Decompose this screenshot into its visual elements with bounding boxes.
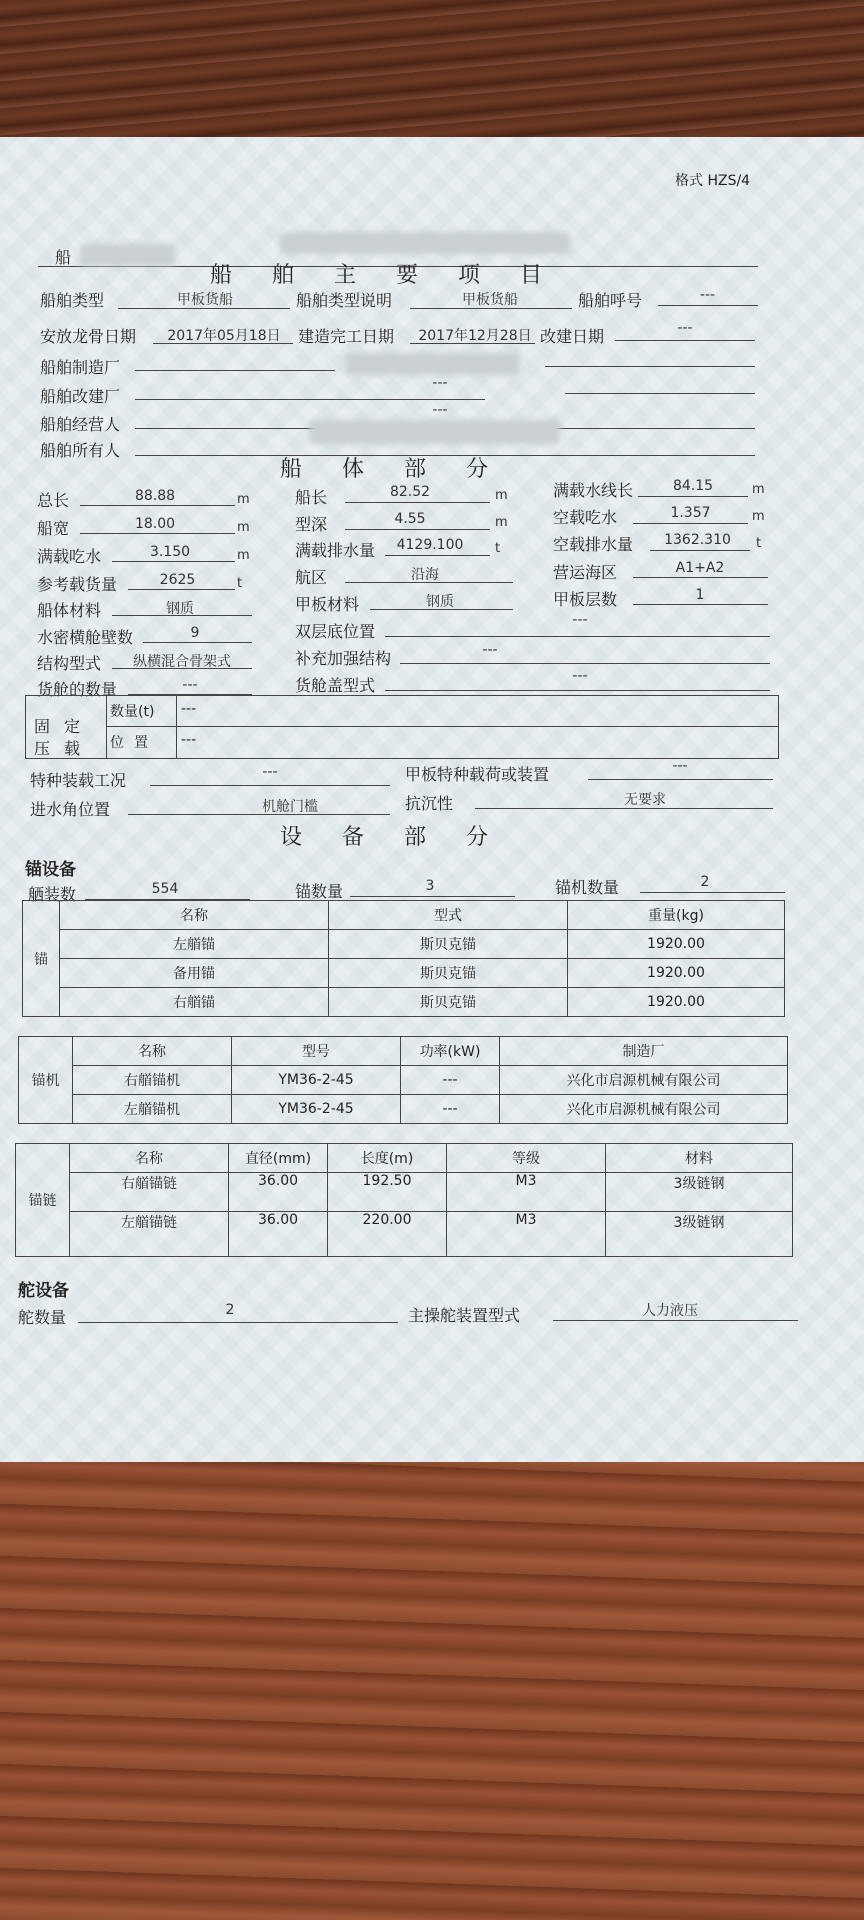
rudder-count-line	[78, 1322, 398, 1323]
windlass-header-power: 功率(kW)	[401, 1037, 500, 1066]
wooden-table-top	[0, 0, 864, 150]
chain-table	[15, 1143, 793, 1257]
built-date-label: 建造完工日期	[298, 327, 395, 346]
keel-date-label: 安放龙骨日期	[40, 327, 137, 346]
light-draft-label: 空载吃水	[553, 508, 618, 527]
special-load-label: 特种装载工况	[30, 771, 127, 790]
anchor-weight-cell: 1920.00	[568, 988, 785, 1017]
chain-diameter-cell: 36.00	[229, 1173, 328, 1212]
fixed-pos-label: 位置	[110, 735, 158, 751]
full-draft-unit: m	[237, 548, 250, 563]
rudder-section-title: 舵设备	[18, 1281, 69, 1301]
chain-row-label: 锚链	[16, 1144, 70, 1257]
chain-header-diameter: 直径(mm)	[229, 1144, 328, 1173]
anchor-count-line	[350, 896, 515, 897]
windlass-header-name: 名称	[73, 1037, 232, 1066]
operator-label: 船舶经营人	[40, 415, 121, 434]
hatch-label: 货舱盖型式	[295, 676, 376, 695]
light-disp-line	[650, 550, 750, 551]
loa-label: 总长	[37, 491, 70, 510]
windlass-table	[18, 1036, 788, 1124]
cargo-line	[128, 589, 235, 590]
table-row	[16, 1212, 793, 1257]
bulkhead-value: 9	[190, 625, 200, 641]
unsinkability-value: 无要求	[624, 792, 666, 808]
anchor-type-cell: 斯贝克锚	[329, 930, 568, 959]
callsign-line	[658, 305, 758, 306]
deck-special-line	[588, 779, 773, 780]
holds-label: 货舱的数量	[37, 680, 118, 699]
special-load-value: ---	[262, 764, 278, 780]
length-unit: m	[495, 488, 508, 503]
anchor-name-cell: 右艏锚	[60, 988, 329, 1017]
anchor-header-type: 型式	[329, 901, 568, 930]
full-disp-label: 满载排水量	[295, 541, 376, 560]
light-disp-unit: t	[756, 536, 762, 551]
flood-angle-value: 机舱门槛	[262, 799, 318, 815]
windlass-name-cell: 左艏锚机	[73, 1095, 232, 1124]
steering-gear-label: 主操舵装置型式	[408, 1306, 521, 1325]
ship-type-desc-label: 船舶类型说明	[296, 291, 393, 310]
reinforce-line	[400, 663, 770, 664]
callsign-label: 船舶呼号	[578, 291, 643, 310]
windlass-maker-cell: 兴化市启源机械有限公司	[500, 1095, 788, 1124]
deck-material-value: 钢质	[426, 594, 454, 610]
beam-unit: m	[237, 520, 250, 535]
ship-type-desc-value: 甲板货船	[462, 292, 518, 308]
steering-gear-line	[553, 1320, 798, 1321]
nav-area-label: 航区	[295, 568, 328, 587]
main-title: 船舶主要项目	[210, 263, 583, 288]
cargo-value: 2625	[159, 572, 196, 588]
light-draft-value: 1.357	[670, 505, 711, 521]
windlass-row-label: 锚机	[19, 1037, 73, 1124]
windlass-count-line	[640, 892, 785, 893]
builder-line-2	[545, 366, 755, 367]
rebuild-date-line	[615, 340, 755, 341]
full-disp-value: 4129.100	[396, 537, 464, 553]
light-disp-label: 空载排水量	[553, 535, 634, 554]
redacted-ship-name	[80, 244, 175, 266]
anchor-count-label: 锚数量	[295, 882, 344, 901]
cargo-label: 参考载货量	[37, 575, 118, 594]
fixed-qty-value: ---	[181, 701, 197, 717]
wl-length-value: 84.15	[672, 478, 714, 494]
nav-area-value: 沿海	[411, 567, 439, 583]
deck-special-value: ---	[672, 758, 688, 774]
depth-value: 4.55	[394, 511, 426, 527]
length-label: 船长	[295, 488, 328, 507]
table-row	[23, 959, 785, 988]
loa-line	[80, 505, 235, 506]
table-row	[23, 930, 785, 959]
callsign-value: ---	[699, 287, 716, 303]
wl-length-line	[638, 496, 748, 497]
chain-header-grade: 等级	[447, 1144, 606, 1173]
structure-label: 结构型式	[37, 654, 102, 673]
unsinkability-label: 抗沉性	[405, 794, 454, 813]
table-row	[19, 1066, 788, 1095]
anchor-row-label: 锚	[23, 901, 60, 1017]
fixed-ballast-label-cell	[26, 696, 107, 758]
steering-gear-value: 人力液压	[642, 1303, 698, 1319]
operator-value: ---	[432, 402, 448, 418]
full-draft-line	[112, 561, 235, 562]
builder-label: 船舶制造厂	[40, 358, 121, 377]
special-load-line	[150, 785, 390, 786]
rebuilder-value: ---	[432, 375, 448, 391]
windlass-maker-cell: 兴化市启源机械有限公司	[500, 1066, 788, 1095]
ship-type-value: 甲板货船	[177, 292, 233, 308]
anchor-type-cell: 斯贝克锚	[329, 988, 568, 1017]
bulkhead-line	[143, 642, 252, 643]
form-code: 格式 HZS/4	[675, 173, 751, 189]
op-zone-line	[633, 577, 768, 578]
loa-value: 88.88	[134, 488, 176, 504]
rebuild-date-label: 改建日期	[540, 327, 605, 346]
fixed-ballast-divider	[106, 726, 778, 727]
windlass-power-cell: ---	[401, 1066, 500, 1095]
windlass-count-value: 2	[700, 874, 710, 890]
windlass-model-cell: YM36-2-45	[232, 1066, 401, 1095]
bulkhead-label: 水密横舱壁数	[37, 628, 134, 647]
rebuilder-label: 船舶改建厂	[40, 387, 121, 406]
hull-material-label: 船体材料	[37, 601, 102, 620]
light-draft-line	[633, 523, 748, 524]
anchor-table	[22, 900, 785, 1017]
deck-material-label: 甲板材料	[295, 595, 360, 614]
structure-value: 纵横混合骨架式	[133, 654, 231, 670]
chain-name-cell: 左艏锚链	[70, 1212, 229, 1257]
full-draft-label: 满载吃水	[37, 547, 102, 566]
keel-date-value: 2017年05月18日	[167, 328, 281, 344]
full-draft-value: 3.150	[149, 544, 191, 560]
depth-line	[345, 529, 490, 530]
built-date-value: 2017年12月28日	[418, 328, 532, 344]
anchor-weight-cell: 1920.00	[568, 930, 785, 959]
windlass-name-cell: 右艏锚机	[73, 1066, 232, 1095]
rudder-count-label: 舵数量	[18, 1308, 67, 1327]
chain-name-cell: 右艏锚链	[70, 1173, 229, 1212]
loa-unit: m	[237, 492, 250, 507]
chain-header-material: 材料	[606, 1144, 793, 1173]
hull-material-value: 钢质	[166, 601, 194, 617]
chain-material-cell: 3级链钢	[606, 1173, 793, 1212]
wooden-table-bottom	[0, 1455, 864, 1920]
windlass-header-model: 型号	[232, 1037, 401, 1066]
deck-special-label: 甲板特种载荷或装置	[405, 765, 550, 784]
hatch-value: ---	[572, 668, 588, 684]
fixed-qty-label: 数量(t)	[110, 704, 155, 720]
hull-section-title: 船体部分	[280, 457, 529, 482]
rebuilder-line-1	[135, 399, 485, 400]
windlass-count-label: 锚机数量	[555, 878, 620, 897]
chain-length-cell: 220.00	[328, 1212, 447, 1257]
length-value: 82.52	[389, 484, 431, 500]
full-disp-unit: t	[495, 541, 501, 556]
depth-label: 型深	[295, 515, 328, 534]
decks-label: 甲板层数	[553, 590, 618, 609]
hatch-line	[385, 690, 770, 691]
full-disp-line	[385, 555, 490, 556]
op-zone-value: A1+A2	[675, 560, 725, 576]
beam-value: 18.00	[134, 516, 176, 532]
chain-diameter-cell: 36.00	[229, 1212, 328, 1257]
outfit-number-label: 舾装数	[28, 885, 77, 904]
chain-material-cell: 3级链钢	[606, 1212, 793, 1257]
wl-length-label: 满载水线长	[553, 481, 634, 500]
anchor-name-cell: 左艏锚	[60, 930, 329, 959]
double-bottom-value: ---	[572, 612, 588, 628]
fixed-ballast-label: 固定压载	[34, 717, 95, 758]
chain-header-name: 名称	[70, 1144, 229, 1173]
wl-length-unit: m	[752, 482, 765, 497]
cargo-unit: t	[237, 576, 243, 591]
fixed-pos-value: ---	[181, 732, 197, 748]
holds-value: ---	[182, 677, 198, 693]
chain-length-cell: 192.50	[328, 1173, 447, 1212]
rudder-count-value: 2	[225, 1302, 235, 1318]
equipment-section-title: 设备部分	[280, 825, 529, 850]
double-bottom-line	[385, 636, 770, 637]
windlass-model-cell: YM36-2-45	[232, 1095, 401, 1124]
decks-value: 1	[695, 587, 705, 603]
fixed-ballast-sublabel-cell	[106, 696, 177, 758]
anchor-header-name: 名称	[60, 901, 329, 930]
beam-line	[80, 533, 235, 534]
flood-angle-label: 进水角位置	[30, 800, 111, 819]
length-line	[345, 502, 490, 503]
windlass-header-maker: 制造厂	[500, 1037, 788, 1066]
rebuilder-line-2	[565, 393, 755, 394]
anchor-weight-cell: 1920.00	[568, 959, 785, 988]
light-draft-unit: m	[752, 509, 765, 524]
double-bottom-label: 双层底位置	[295, 622, 376, 641]
reinforce-label: 补充加强结构	[295, 649, 392, 668]
outfit-number-value: 554	[151, 881, 179, 897]
anchor-section-title: 锚设备	[25, 860, 76, 880]
fixed-ballast-box	[25, 695, 779, 759]
light-disp-value: 1362.310	[664, 532, 731, 548]
table-row	[19, 1095, 788, 1124]
rebuild-date-value: ---	[677, 320, 693, 336]
beam-label: 船宽	[37, 519, 70, 538]
chain-grade-cell: M3	[447, 1212, 606, 1257]
redacted-builder	[345, 353, 520, 375]
windlass-power-cell: ---	[401, 1095, 500, 1124]
chain-grade-cell: M3	[447, 1173, 606, 1212]
table-row	[23, 988, 785, 1017]
decks-line	[633, 604, 768, 605]
table-row	[16, 1173, 793, 1212]
anchor-name-cell: 备用锚	[60, 959, 329, 988]
ship-name-label: 船	[55, 248, 72, 267]
depth-unit: m	[495, 515, 508, 530]
reinforce-value: ---	[482, 642, 498, 658]
redacted-registry	[280, 232, 570, 254]
owner-label: 船舶所有人	[40, 441, 121, 460]
builder-line-1	[135, 370, 335, 371]
anchor-header-weight: 重量(kg)	[568, 901, 785, 930]
ship-type-label: 船舶类型	[40, 291, 105, 310]
anchor-type-cell: 斯贝克锚	[329, 959, 568, 988]
chain-header-length: 长度(m)	[328, 1144, 447, 1173]
op-zone-label: 营运海区	[553, 563, 618, 582]
redacted-owner	[310, 420, 560, 444]
anchor-count-value: 3	[425, 878, 435, 894]
